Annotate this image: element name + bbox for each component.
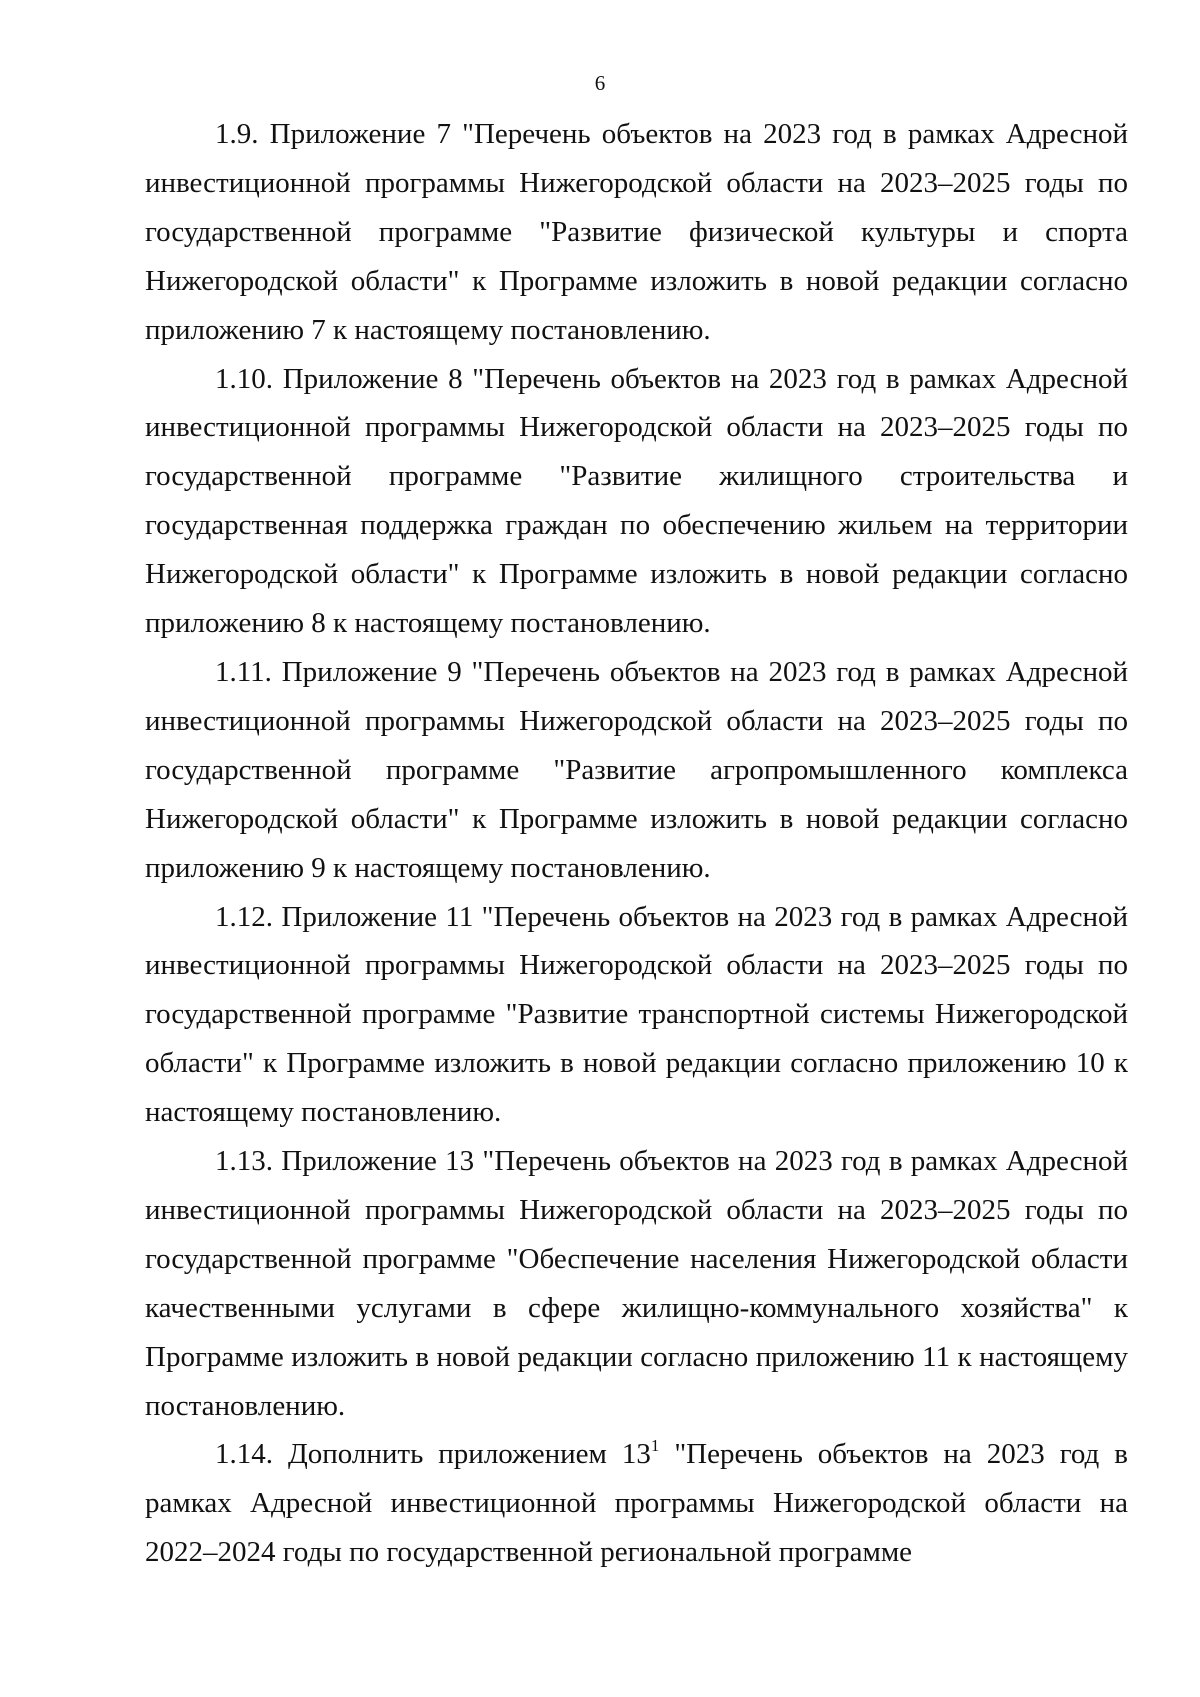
paragraph-1-14 <box>145 1430 1128 1577</box>
paragraph-1-11: 1.11. Приложение 9 "Перечень объектов на 2023 год в рамках Адресной инвестиционной программы Нижегородской области на 2023–2025 годы по государственной программе "Развитие агропромышленного комплекса Нижегородской области" к Программе изложить в новой редакции согласно приложению 9 к настоящему постановлению. <box>145 655 1128 884</box>
superscript-mark: 1 <box>650 1436 660 1456</box>
paragraph-1-14-rest: "Перечень объектов на 2023 год в рамках Адресной инвестиционной программы Нижегородской области на 2022–2024 годы по государственной региональной программе <box>145 1438 1128 1569</box>
paragraph-1-14-start: 1.14. Дополнить приложением 13 <box>215 1438 651 1471</box>
paragraph-1-12: 1.12. Приложение 11 "Перечень объектов на 2023 год в рамках Адресной инвестиционной программы Нижегородской области на 2023–2025 годы по государственной программе "Развитие транспортной системы Нижегородской области" к Программе изложить в новой редакции согласно приложению 10 к настоящему постановлению. <box>145 900 1128 1129</box>
paragraph-1-10: 1.10. Приложение 8 "Перечень объектов на 2023 год в рамках Адресной инвестиционной программы Нижегородской области на 2023–2025 годы по государственной программе "Развитие жилищного строительства и государственная поддержка граждан по обеспечению жильем на территории Нижегородской области" к Программе изложить в новой редакции согласно приложению 8 к настоящему постановлению. <box>145 362 1128 640</box>
page-number: 6 <box>594 71 606 95</box>
document-body <box>145 110 1128 1577</box>
paragraph-1-13: 1.13. Приложение 13 "Перечень объектов на 2023 год в рамках Адресной инвестиционной программы Нижегородской области на 2023–2025 годы по государственной программе "Обеспечение населения Нижегородской области качественными услугами в сфере жилищно-коммунального хозяйства" к Программе изложить в новой редакции согласно приложению 11 к настоящему постановлению. <box>145 1145 1128 1422</box>
paragraph-1-9: 1.9. Приложение 7 "Перечень объектов на 2023 год в рамках Адресной инвестиционной программы Нижегородской области на 2023–2025 годы по государственной программе "Развитие физической культуры и спорта Нижегородской области" к Программе изложить в новой редакции согласно приложению 7 к настоящему постановлению. <box>145 118 1128 346</box>
